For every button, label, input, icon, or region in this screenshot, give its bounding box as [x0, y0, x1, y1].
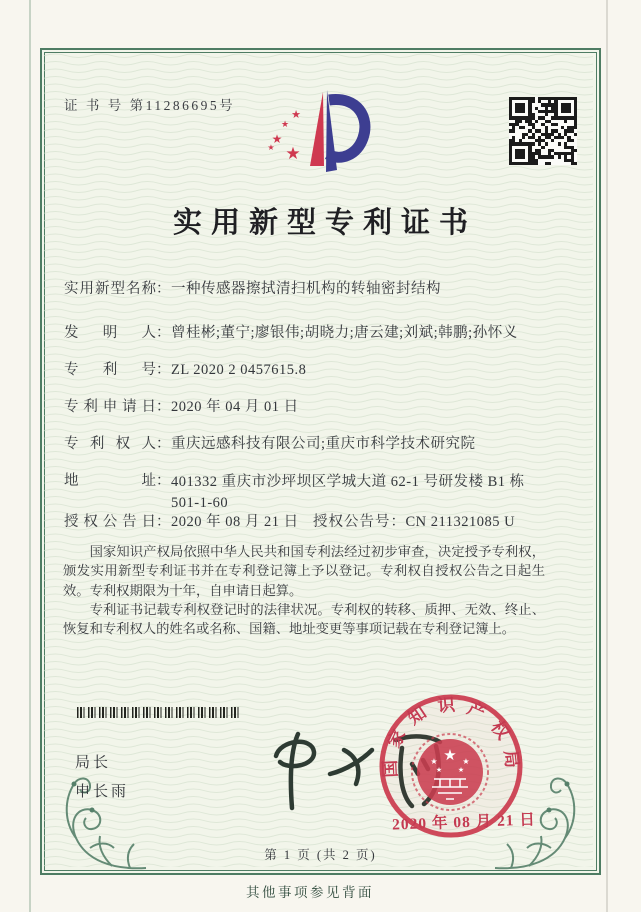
cnipa-logo	[266, 86, 378, 180]
grant-date-label: 授权公告日	[64, 514, 156, 530]
grant-no-value: CN 211321085 U	[405, 514, 516, 530]
seal-date: 2020 年 08 月 21 日	[391, 811, 537, 834]
field-row-address	[64, 472, 584, 513]
field-row-patentee	[64, 435, 584, 455]
field-row-inventors	[64, 324, 584, 344]
field-label: 专利权人	[64, 436, 156, 452]
barcode	[77, 707, 240, 718]
field-label: 专利号	[64, 362, 156, 378]
field-colon: ：	[156, 325, 171, 341]
field-value: 401332 重庆市沙坪坝区学城大道 62-1 号研发楼 B1 栋 501-1-60	[171, 474, 525, 511]
svg-text:★: ★	[462, 757, 470, 766]
svg-text:★: ★	[291, 109, 301, 121]
director-name: 申长雨	[75, 784, 130, 800]
field-colon: ：	[156, 281, 171, 297]
field-label: 专利申请日	[64, 399, 156, 415]
field-colon: ：	[156, 362, 171, 378]
field-colon: ：	[156, 436, 171, 452]
certificate-number: 证 书 号 第11286695号	[64, 98, 236, 113]
page-title: 实用新型专利证书	[172, 207, 477, 239]
field-label: 实用新型名称	[64, 281, 156, 297]
legal-paragraph: 国家知识产权局依照中华人民共和国专利法经过初步审查，决定授予专利权，颁发实用新型专利证书并在专利登记簿上予以登记。专利权自授权公告之日起生效。专利权期限为十年，自申请日起算。	[63, 544, 545, 598]
legal-text	[63, 542, 545, 638]
svg-text:★: ★	[267, 143, 275, 152]
svg-text:★: ★	[430, 757, 438, 766]
field-value: 2020 年 04 月 01 日	[171, 399, 299, 415]
field-value: 重庆远感科技有限公司;重庆市科学技术研究院	[171, 436, 476, 452]
page-edge-shadow-left	[29, 0, 31, 912]
field-row-grant	[64, 513, 584, 533]
back-note: 其他事项参见背面	[246, 885, 374, 900]
svg-text:★: ★	[271, 132, 283, 146]
svg-text:★: ★	[285, 144, 301, 163]
grant-date-value: 2020 年 08 月 21 日	[171, 514, 299, 530]
qr-code	[509, 97, 577, 165]
field-row-application-date	[64, 398, 584, 418]
legal-paragraph: 专利证书记载专利权登记时的法律状况。专利权的转移、质押、无效、终止、恢复和专利权人的姓名或名称、国籍、地址变更等事项记载在专利登记簿上。	[63, 601, 545, 637]
seal-org-text: 国家知识产权局	[379, 694, 523, 778]
field-colon: ：	[390, 514, 405, 530]
svg-text:★: ★	[443, 748, 457, 764]
field-colon: ：	[156, 473, 171, 489]
field-label: 发明人	[64, 325, 156, 341]
field-colon: ：	[156, 399, 171, 415]
field-value: 一种传感器擦拭清扫机构的转轴密封结构	[171, 281, 441, 297]
field-label: 地址	[64, 473, 156, 489]
svg-text:★: ★	[457, 766, 465, 774]
page-number: 第 1 页 (共 2 页)	[264, 848, 377, 862]
field-row-name	[64, 280, 584, 300]
field-colon: ：	[156, 514, 171, 530]
svg-text:★: ★	[435, 766, 443, 774]
grant-no-label: 授权公告号	[313, 514, 391, 530]
director-title: 局长	[75, 755, 112, 771]
field-value: ZL 2020 2 0457615.8	[171, 362, 307, 378]
field-row-patent-number	[64, 361, 584, 381]
field-value: 曾桂彬;董宁;廖银伟;胡晓力;唐云建;刘斌;韩鹏;孙怀义	[171, 325, 518, 341]
svg-text:★: ★	[280, 119, 290, 129]
page-edge-shadow-right	[606, 0, 608, 912]
